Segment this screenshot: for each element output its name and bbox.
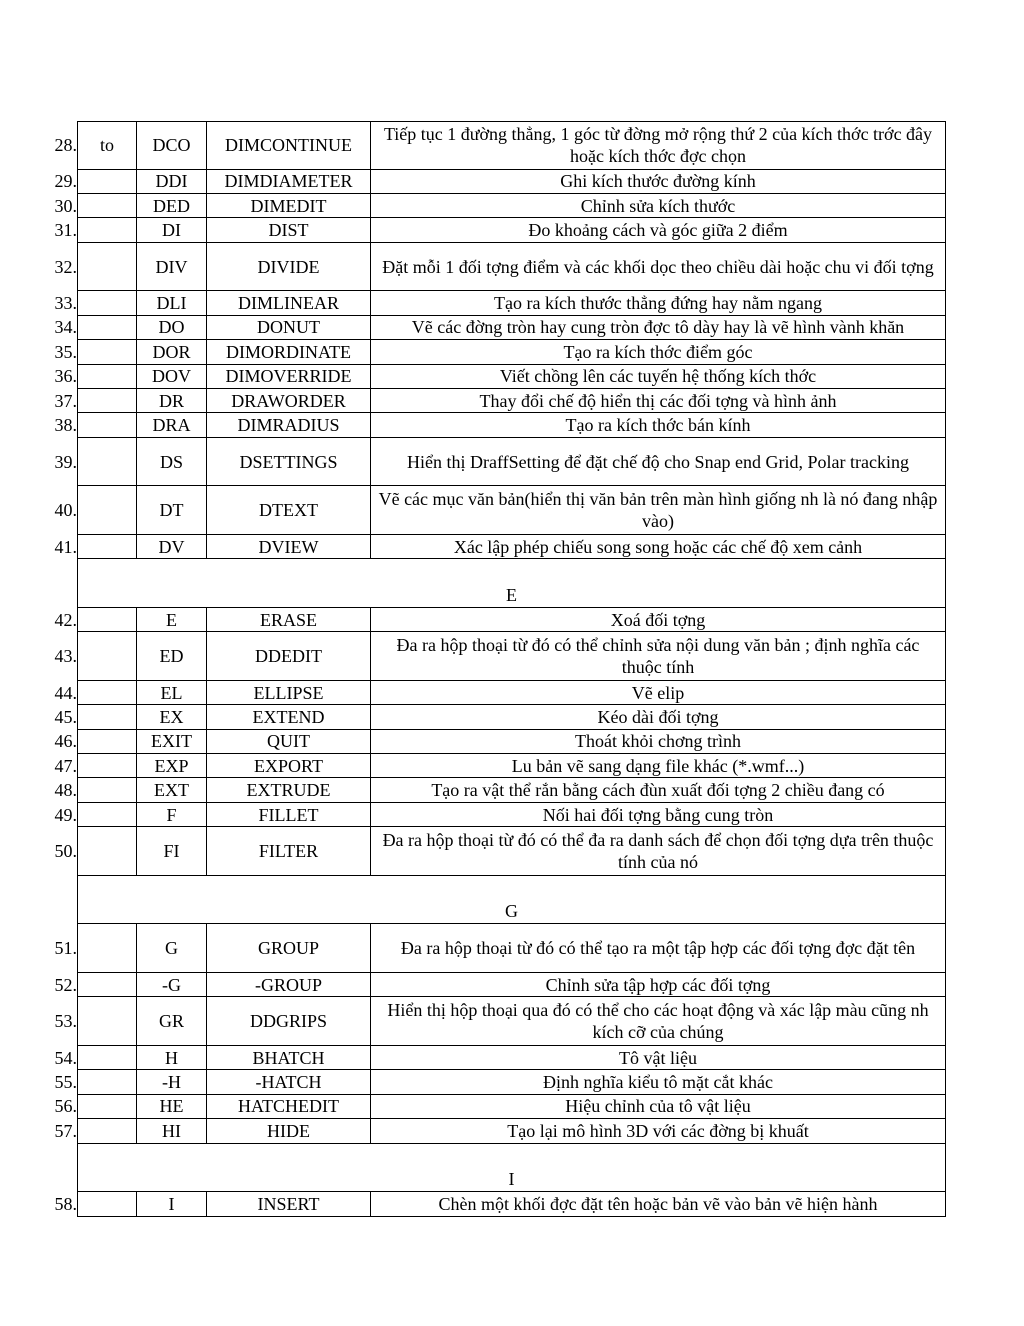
extra-cell	[78, 340, 137, 363]
description-cell: Đa ra hộp thoại từ đó có thể đa ra danh sách để chọn đối tợng dựa trên thuộc tính của nó	[382, 830, 934, 872]
extra-cell	[78, 365, 137, 388]
extra-cell	[78, 218, 137, 241]
description-cell: Tô vật liệu	[619, 1047, 697, 1068]
description-cell: Vẽ các đờng tròn hay cung tròn đợc tô dày hay là vẽ hình vành khăn	[411, 317, 905, 338]
extra-cell	[78, 803, 137, 826]
row-number: 57.	[54, 1120, 77, 1141]
command-cell: ELLIPSE	[207, 681, 371, 704]
command-cell: DVIEW	[207, 535, 371, 558]
extra-cell	[78, 997, 137, 1045]
command-cell: FILTER	[207, 827, 371, 875]
command-cell: INSERT	[207, 1192, 371, 1215]
section-letter: I	[508, 1169, 515, 1190]
shortcut-cell: -H	[137, 1070, 207, 1093]
row-cells	[77, 243, 946, 292]
row-number: 49.	[54, 804, 77, 825]
shortcut-cell: DRA	[137, 413, 207, 436]
row-cells	[77, 632, 946, 681]
shortcut-cell: DR	[137, 389, 207, 412]
shortcut-cell: DO	[137, 316, 207, 339]
command-cell: -HATCH	[207, 1070, 371, 1093]
extra-cell	[78, 243, 137, 291]
shortcut-cell: EX	[137, 705, 207, 728]
row-cells	[77, 316, 946, 340]
row-number: 45.	[54, 706, 77, 727]
shortcut-cell: -G	[137, 973, 207, 996]
row-cells	[77, 1192, 946, 1216]
description-cell: Xác lập phép chiếu song song hoặc các chế độ xem cảnh	[453, 536, 863, 557]
description-cell: Đa ra hộp thoại từ đó có thể tạo ra một tập hợp các đối tợng đợc đặt tên	[400, 938, 916, 959]
shortcut-cell: DDI	[137, 170, 207, 193]
description-cell: Lu bản vẽ sang dạng file khác (*.wmf...)	[511, 755, 805, 776]
shortcut-cell: DV	[137, 535, 207, 558]
row-number: 35.	[54, 341, 77, 362]
description-cell: Xoá đối tợng	[610, 609, 706, 630]
row-cells	[77, 218, 946, 242]
shortcut-cell: FI	[137, 827, 207, 875]
description-cell: Định nghĩa kiểu tô mặt cắt khác	[543, 1072, 773, 1093]
description-cell: Tạo ra kích thớc bán kính	[565, 415, 751, 435]
description-cell: Tạo ra kích thớc điểm góc	[563, 341, 753, 362]
row-cells	[77, 413, 946, 437]
command-cell: EXTRUDE	[207, 778, 371, 801]
extra-cell	[78, 170, 137, 193]
command-cell: DIMDIAMETER	[207, 170, 371, 193]
command-cell: DTEXT	[207, 486, 371, 534]
shortcut-cell: I	[137, 1192, 207, 1215]
row-cells	[77, 681, 946, 705]
extra-cell	[78, 754, 137, 777]
extra-cell	[78, 778, 137, 801]
shortcut-cell: HE	[137, 1095, 207, 1118]
extra-cell	[78, 1119, 137, 1142]
description-cell: Đặt mỗi 1 đối tợng điểm và các khối dọc theo chiều dài hoặc chu vi đối tợng	[382, 256, 934, 277]
row-number: 40.	[54, 500, 77, 521]
description-cell: Thoát khỏi chơng trình	[575, 731, 741, 752]
extra-cell: to	[78, 122, 137, 169]
command-cell: DIVIDE	[207, 243, 371, 291]
extra-cell	[78, 924, 137, 972]
shortcut-cell: DCO	[137, 122, 207, 169]
row-number: 29.	[54, 171, 77, 192]
row-cells	[77, 170, 946, 194]
shortcut-cell: HI	[137, 1119, 207, 1142]
row-cells	[77, 291, 946, 315]
row-cells	[77, 997, 946, 1046]
row-number: 37.	[54, 390, 77, 411]
row-number: 33.	[54, 293, 77, 314]
section-header-cell	[77, 1144, 946, 1193]
command-cell: ERASE	[207, 608, 371, 631]
shortcut-cell: H	[137, 1046, 207, 1069]
command-cell: EXPORT	[207, 754, 371, 777]
row-cells	[77, 608, 946, 632]
row-cells	[77, 754, 946, 778]
description-cell: Hiển thị hộp thoại qua đó có thể cho các hoạt động và xác lập màu cũng nh kích cỡ của chúng	[387, 1000, 929, 1043]
shortcut-cell: E	[137, 608, 207, 631]
description-cell: Tiếp tục 1 đường thẳng, 1 góc từ đờng mở rộng thứ 2 của kích thớc trớc đây hoặc kích thớc đợc chọn	[383, 124, 933, 167]
extra-cell	[78, 291, 137, 314]
command-cell: DDEDIT	[207, 632, 371, 680]
shortcut-cell: ED	[137, 632, 207, 680]
description-cell: Tạo ra kích thước thẳng đứng hay nằm ngang	[494, 293, 822, 314]
shortcut-cell: DOV	[137, 365, 207, 388]
command-cell: GROUP	[207, 924, 371, 972]
row-cells	[77, 365, 946, 389]
extra-cell	[78, 730, 137, 753]
row-number: 58.	[54, 1193, 77, 1214]
description-cell: Chỉnh sửa kích thước	[580, 195, 736, 216]
shortcut-cell: EL	[137, 681, 207, 704]
description-cell: Ghi kích thước đường kính	[560, 171, 756, 192]
shortcut-cell: DED	[137, 194, 207, 217]
description-cell: Chỉnh sửa tập hợp các đối tợng	[545, 974, 771, 995]
description-cell: Hiệu chỉnh của tô vật liệu	[565, 1096, 751, 1117]
row-number: 34.	[54, 317, 77, 338]
row-number: 55.	[54, 1072, 77, 1093]
command-cell: HIDE	[207, 1119, 371, 1142]
row-cells	[77, 438, 946, 487]
row-cells	[77, 535, 946, 559]
row-number: 43.	[54, 646, 77, 667]
command-cell: DIMEDIT	[207, 194, 371, 217]
description-cell: Đa ra hộp thoại từ đó có thể chỉnh sửa nội dung văn bản ; định nghĩa các thuộc tính	[396, 635, 920, 678]
command-cell: DRAWORDER	[207, 389, 371, 412]
extra-cell	[78, 535, 137, 558]
description-cell: Đo khoảng cách và góc giữa 2 điểm	[528, 220, 788, 241]
shortcut-cell: DI	[137, 218, 207, 241]
command-cell: DIMLINEAR	[207, 291, 371, 314]
row-number: 52.	[54, 974, 77, 995]
row-number: 48.	[54, 780, 77, 801]
row-number: 53.	[54, 1011, 77, 1032]
shortcut-cell: DS	[137, 438, 207, 486]
command-cell: DSETTINGS	[207, 438, 371, 486]
extra-cell	[78, 608, 137, 631]
row-number: 30.	[54, 195, 77, 216]
command-cell: BHATCH	[207, 1046, 371, 1069]
description-cell: Viết chồng lên các tuyến hệ thống kích thớc	[499, 366, 817, 387]
section-header-cell	[77, 876, 946, 925]
row-cells	[77, 973, 946, 997]
command-cell: DDGRIPS	[207, 997, 371, 1045]
command-cell: DIMOVERRIDE	[207, 365, 371, 388]
row-cells	[77, 778, 946, 802]
command-cell: DIMCONTINUE	[207, 122, 371, 169]
extra-cell	[78, 827, 137, 875]
extra-cell	[78, 1095, 137, 1118]
row-number: 54.	[54, 1047, 77, 1068]
extra-cell	[78, 632, 137, 680]
description-cell: Tạo lại mô hình 3D với các đờng bị khuất	[507, 1120, 809, 1141]
extra-cell	[78, 1046, 137, 1069]
row-cells	[77, 1095, 946, 1119]
command-cell: -GROUP	[207, 973, 371, 996]
row-number: 46.	[54, 731, 77, 752]
extra-cell	[78, 681, 137, 704]
shortcut-cell: DIV	[137, 243, 207, 291]
row-number: 28.	[54, 134, 77, 155]
shortcut-cell: GR	[137, 997, 207, 1045]
extra-cell	[78, 973, 137, 996]
description-cell: Chèn một khối đợc đặt tên hoặc bản vẽ vào bản vẽ hiện hành	[438, 1193, 878, 1214]
shortcut-cell: EXP	[137, 754, 207, 777]
command-cell: DIMORDINATE	[207, 340, 371, 363]
shortcut-cell: DT	[137, 486, 207, 534]
row-number: 36.	[54, 366, 77, 387]
command-cell: FILLET	[207, 803, 371, 826]
row-cells	[77, 340, 946, 364]
extra-cell	[78, 413, 137, 436]
shortcut-cell: DOR	[137, 340, 207, 363]
section-letter: E	[506, 584, 517, 605]
command-cell: QUIT	[207, 730, 371, 753]
description-cell: Nối hai đối tợng bằng cung tròn	[542, 804, 774, 825]
row-number: 50.	[54, 841, 77, 861]
command-cell: EXTEND	[207, 705, 371, 728]
description-cell: Vẽ các mục văn bản(hiển thị văn bản trên màn hình giống nh là nó đang nhập vào)	[378, 489, 938, 532]
extra-cell	[78, 486, 137, 534]
row-number: 42.	[54, 609, 77, 630]
row-cells	[77, 486, 946, 535]
shortcut-cell: EXT	[137, 778, 207, 801]
row-cells	[77, 924, 946, 973]
row-number: 38.	[54, 415, 77, 435]
section-letter: G	[505, 901, 518, 922]
row-number: 32.	[54, 256, 77, 277]
row-cells	[77, 121, 946, 170]
description-cell: Hiển thị DraffSetting để đặt chế độ cho Snap end Grid, Polar tracking	[406, 451, 910, 472]
description-cell: Tạo ra vật thể rắn bằng cách đùn xuất đối tợng 2 chiều đang có	[431, 780, 885, 801]
extra-cell	[78, 1192, 137, 1215]
description-cell: Thay đổi chế độ hiển thị các đối tợng và hình ảnh	[479, 390, 837, 411]
shortcut-cell: F	[137, 803, 207, 826]
row-number: 56.	[54, 1096, 77, 1117]
row-number: 31.	[54, 220, 77, 241]
shortcut-cell: EXIT	[137, 730, 207, 753]
extra-cell	[78, 316, 137, 339]
row-number: 47.	[54, 755, 77, 776]
command-cell: DONUT	[207, 316, 371, 339]
description-cell: Vẽ elip	[631, 682, 685, 703]
description-cell: Kéo dài đối tợng	[597, 706, 719, 727]
shortcut-cell: G	[137, 924, 207, 972]
row-cells	[77, 1119, 946, 1143]
row-number: 41.	[54, 536, 77, 557]
row-cells	[77, 1046, 946, 1070]
extra-cell	[78, 194, 137, 217]
extra-cell	[78, 1070, 137, 1093]
extra-cell	[78, 389, 137, 412]
row-cells	[77, 1070, 946, 1094]
command-cell: HATCHEDIT	[207, 1095, 371, 1118]
row-cells	[77, 389, 946, 413]
row-cells	[77, 194, 946, 218]
row-cells	[77, 803, 946, 827]
extra-cell	[78, 705, 137, 728]
row-cells	[77, 827, 946, 876]
row-cells	[77, 730, 946, 754]
row-number: 39.	[54, 451, 77, 472]
command-cell: DIST	[207, 218, 371, 241]
section-header-cell	[77, 559, 946, 608]
row-cells	[77, 705, 946, 729]
row-number: 51.	[54, 938, 77, 959]
shortcut-cell: DLI	[137, 291, 207, 314]
row-number: 44.	[54, 682, 77, 703]
extra-cell	[78, 438, 137, 486]
command-cell: DIMRADIUS	[207, 413, 371, 436]
